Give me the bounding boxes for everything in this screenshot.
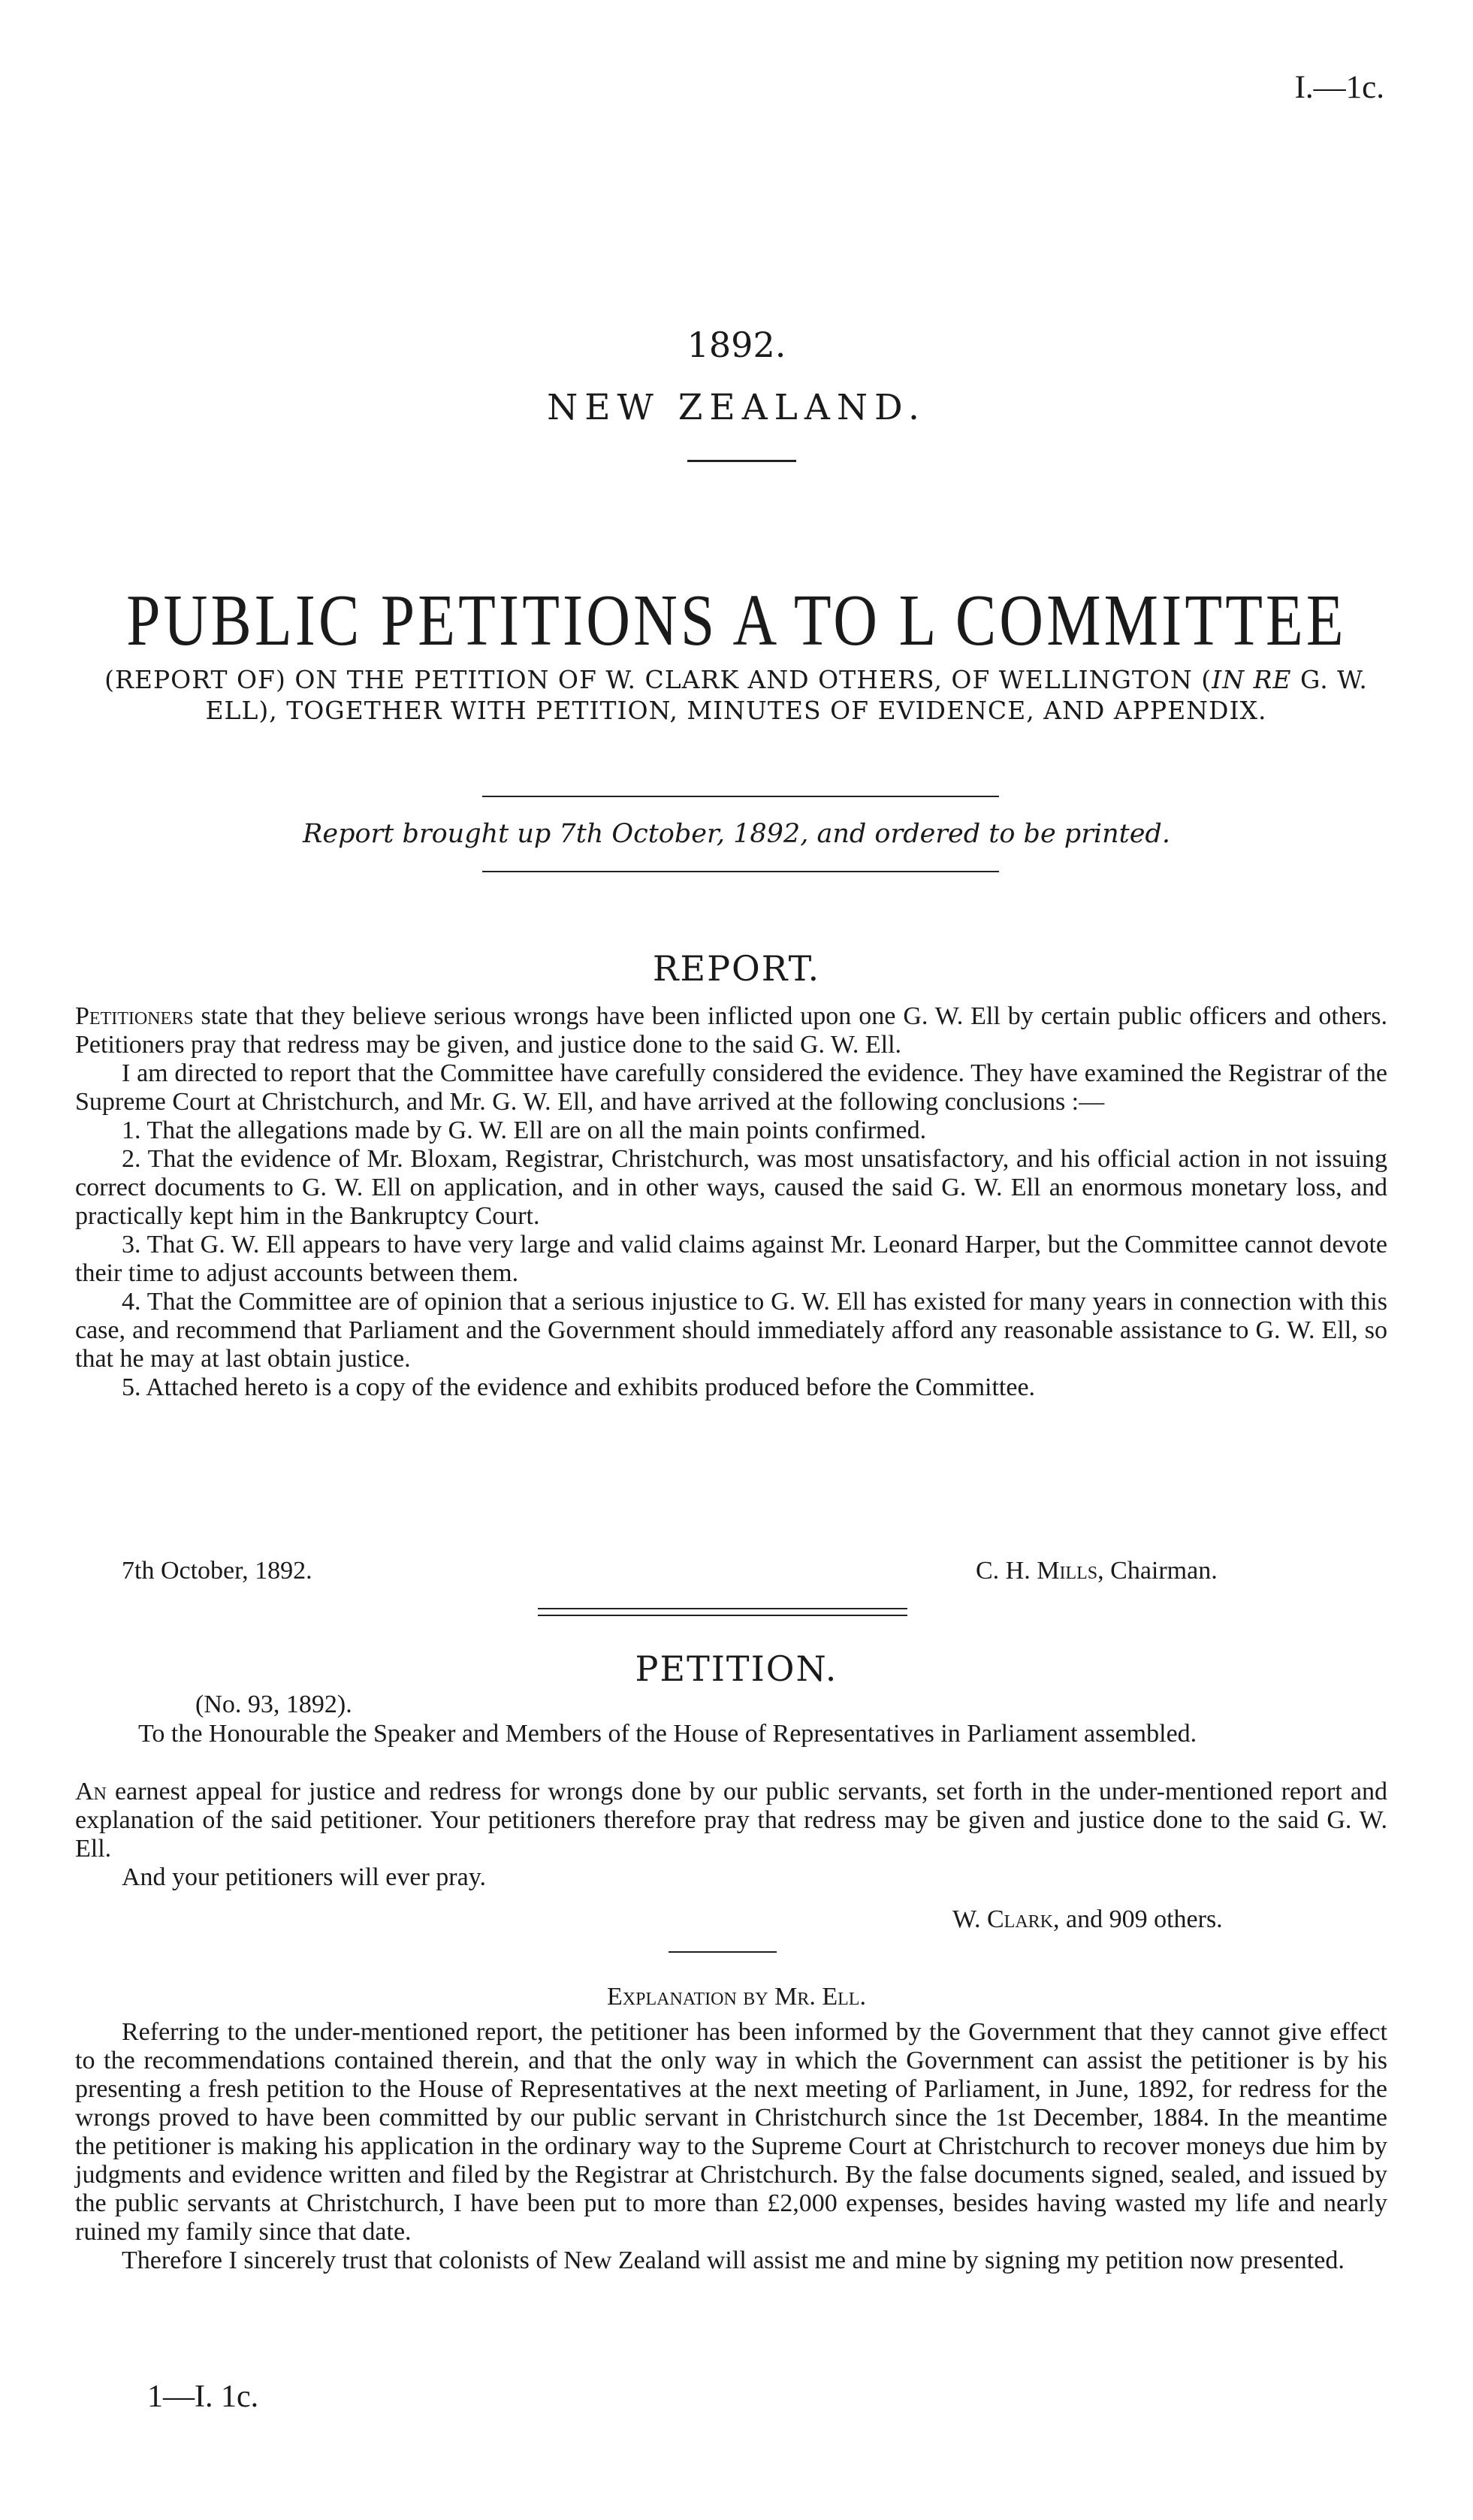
report-signature: [976, 1557, 1218, 1585]
petition-signer-initial: W.: [952, 1905, 987, 1933]
petition-number: (No. 93, 1892).: [195, 1691, 352, 1718]
report-signer-name: Mills: [1037, 1557, 1098, 1585]
report-lead-word: Petitioners: [75, 1002, 194, 1030]
petition-address: To the Honourable the Speaker and Members of the House of Representatives in Parliament assembled.: [138, 1720, 1197, 1748]
petition-signature: [952, 1905, 1223, 1934]
petition-signer-name: Clark: [986, 1905, 1053, 1933]
page-reference: I.—1c.: [1294, 70, 1384, 105]
petition-paragraph: [75, 1778, 1387, 1863]
petition-signer-rest: , and 909 others.: [1053, 1905, 1223, 1933]
explanation-paragraph-2: Therefore I sincerely trust that colonists of New Zealand will assist me and mine by signing my petition now presented.: [122, 2247, 1345, 2274]
document-year: 1892.: [687, 325, 786, 365]
report-signer-initials: C. H.: [976, 1557, 1037, 1585]
signature-mark: 1—I. 1c.: [147, 2379, 259, 2414]
printed-note: Report brought up 7th October, 1892, and ordered to be printed.: [303, 819, 1170, 849]
report-double-rule-1: [538, 1608, 907, 1609]
report-conclusion-1: 1. That the allegations made by G. W. Ell are on all the main points confirmed.: [122, 1116, 927, 1144]
report-conclusion-2: 2. That the evidence of Mr. Bloxam, Registrar, Christchurch, was most unsatisfactory, and his official action in not issuing correct documents to G. W. Ell on application, and in other ways, caused the said G. W. Ell an enormous monetary loss, and practically kept him in the Bankruptcy Court.: [75, 1145, 1387, 1230]
explanation-paragraph-1: Referring to the under-mentioned report, the petitioner has been informed by the Government that they cannot give effect to the recommendations contained therein, and that the only way in which the Government can assist the petitioner is by his presenting a fresh petition to the House of Representatives at the next meeting of Parliament, in June, 1892, for redress for the wrongs proved to have been committed by our public servant in Christchurch since the 1st December, 1884. In the meantime the petitioner is making his application in the ordinary way to the Supreme Court at Christchurch to recover moneys due him by judgments and evidence written and filed by the Registrar at Christchurch. By the false documents signed, sealed, and issued by the public servants at Christchurch, I have been put to more than £2,000 expenses, besides having wasted my life and nearly ruined my family since that date.: [75, 2018, 1387, 2246]
report-date: 7th October, 1892.: [122, 1557, 312, 1585]
report-paragraph-1: [75, 1002, 1387, 1059]
report-signer-role: , Chairman.: [1097, 1557, 1218, 1585]
report-conclusion-3: 3. That G. W. Ell appears to have very large and valid claims against Mr. Leonard Harper, but the Committee cannot devote their time to adjust accounts between them.: [75, 1231, 1387, 1287]
title-divider: [687, 460, 796, 462]
petition-body: [75, 1778, 1387, 1892]
printed-rule-bottom: [482, 871, 999, 872]
report-body: [75, 1002, 1387, 1402]
report-conclusion-4: 4. That the Committee are of opinion that a serious injustice to G. W. Ell has existed for many years in connection with this case, and recommend that Parliament and the Government should immediately afford any reasonable assistance to G. W. Ell, so that he may at last obtain justice.: [75, 1288, 1387, 1373]
report-heading: REPORT.: [652, 948, 821, 989]
printed-rule-top: [482, 796, 999, 797]
report-paragraph-1-text: state that they believe serious wrongs have been inflicted upon one G. W. Ell by certain public officers and others. Petitioners pray that redress may be given, and justice done to the said G. W. Ell.: [75, 1002, 1387, 1059]
petition-closing: And your petitioners will ever pray.: [122, 1863, 486, 1891]
document-subtitle: [75, 664, 1397, 726]
report-conclusion-5: 5. Attached hereto is a copy of the evidence and exhibits produced before the Committee.: [122, 1373, 1036, 1401]
petition-heading: PETITION.: [635, 1648, 838, 1689]
petition-paragraph-text: earnest appeal for justice and redress for wrongs done by our public servants, set forth in the under-mentioned report and explanation of the said petitioner. Your petitioners therefore pray that redress may be given and justice done to the said G. W. Ell.: [75, 1778, 1387, 1863]
petition-lead-word: An: [75, 1778, 107, 1805]
explanation-body: [75, 2018, 1387, 2275]
report-double-rule-2: [538, 1615, 907, 1616]
subtitle-post: G. W. ELL), TOGETHER WITH PETITION, MINUTES OF EVIDENCE, AND APPENDIX.: [205, 665, 1368, 725]
subtitle-pre: (REPORT OF) ON THE PETITION OF W. CLARK AND OTHERS, OF WELLINGTON (: [104, 665, 1212, 694]
petition-divider: [669, 1951, 777, 1953]
subtitle-italic: IN RE: [1212, 665, 1292, 694]
country-heading: NEW ZEALAND.: [547, 387, 926, 428]
explanation-heading: Explanation by Mr. Ell.: [607, 1983, 866, 2011]
document-title: PUBLIC PETITIONS A TO L COMMITTEE: [126, 580, 1347, 661]
report-paragraph-2: I am directed to report that the Committee have carefully considered the evidence. They have examined the Registrar of the Supreme Court at Christchurch, and Mr. G. W. Ell, and have arrived at the following conclusions :—: [75, 1059, 1387, 1116]
